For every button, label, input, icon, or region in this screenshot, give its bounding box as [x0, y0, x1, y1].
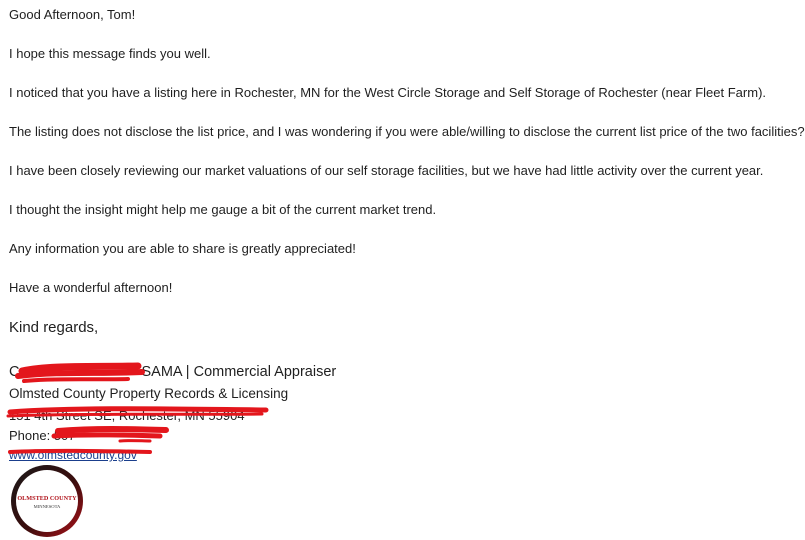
- signature-address: 151 4th Street SE, Rochester, MN 55904: [9, 408, 245, 423]
- paragraph-market-review: I have been closely reviewing our market valuations of our self storage facilities, but we have had little activity over the current year.: [9, 163, 764, 178]
- signature-name-title: [9, 363, 336, 381]
- paragraph-sign-off: Have a wonderful afternoon!: [9, 280, 173, 295]
- logo-text-state: MINNESOTA: [33, 504, 61, 509]
- signature-phone: Phone: 507: [9, 428, 76, 443]
- signature-name-initial: C: [9, 364, 20, 380]
- paragraph-insight: I thought the insight might help me gauge a bit of the current market trend.: [9, 202, 437, 217]
- signature-organization: Olmsted County Property Records & Licensing: [9, 386, 289, 401]
- signature-website-link[interactable]: www.olmstedcounty.gov: [9, 448, 137, 462]
- signature-title: SAMA | Commercial Appraiser: [141, 364, 337, 380]
- greeting: Good Afternoon, Tom!: [9, 7, 136, 22]
- paragraph-list-price: The listing does not disclose the list price, and I was wondering if you were able/willing to disclose the current list price of the two facilities?: [9, 124, 805, 139]
- paragraph-listing: I noticed that you have a listing here in Rochester, MN for the West Circle Storage and Self Storage of Rochester (near Fleet Farm).: [9, 85, 767, 100]
- olmsted-county-logo: [8, 462, 86, 540]
- paragraph-appreciation: Any information you are able to share is greatly appreciated!: [9, 241, 356, 256]
- paragraph-intro: I hope this message finds you well.: [9, 46, 211, 61]
- logo-text-county: OLMSTED COUNTY: [17, 495, 77, 502]
- signature-closing: Kind regards,: [9, 319, 99, 336]
